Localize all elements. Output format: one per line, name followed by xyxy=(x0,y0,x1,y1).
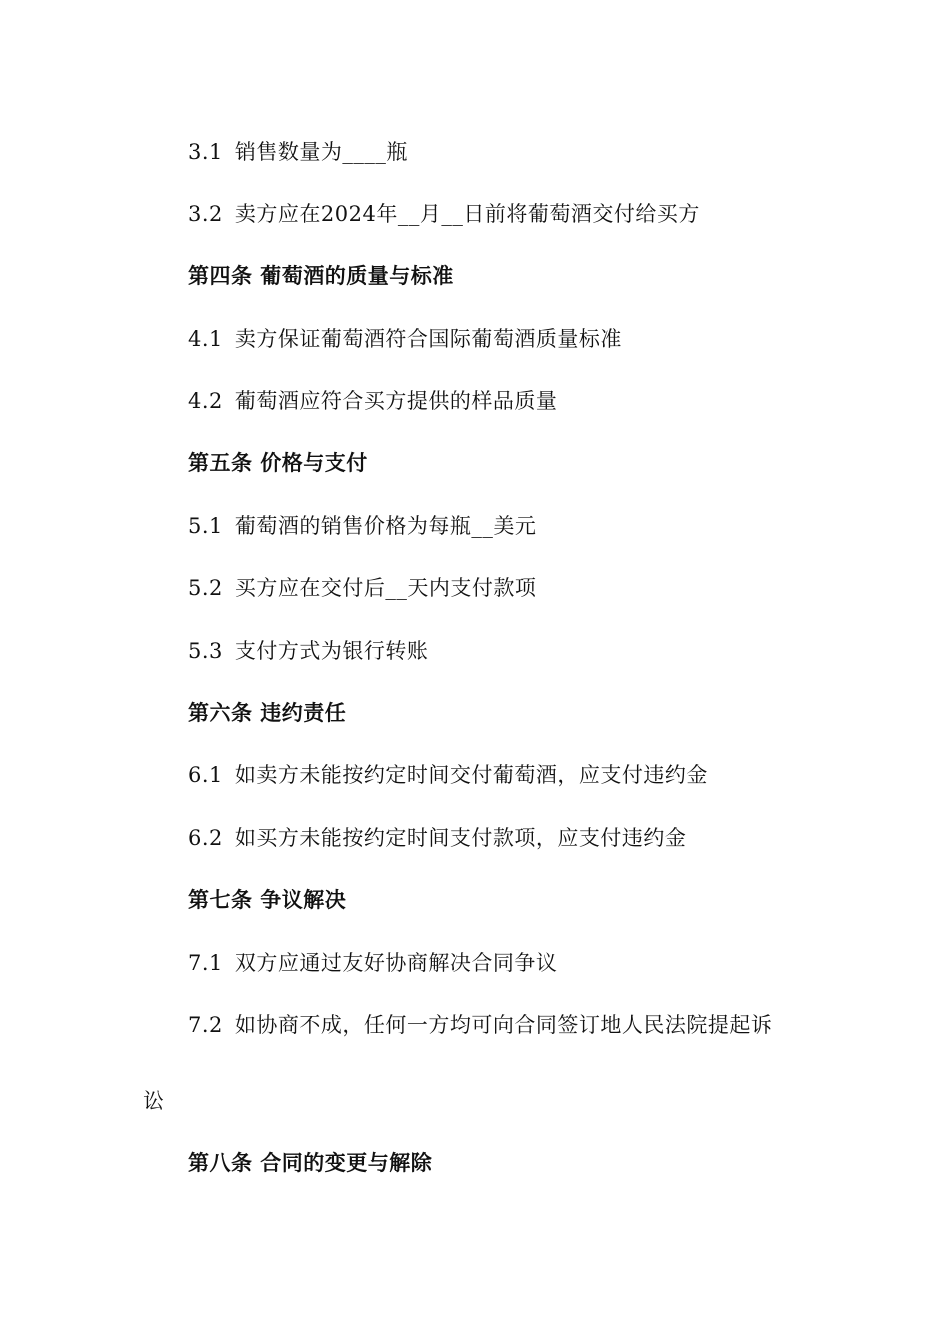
clause-4-1 xyxy=(188,325,622,353)
clause-number: 7.1 xyxy=(188,951,223,975)
article-4-heading: 第四条 葡萄酒的质量与标准 xyxy=(188,263,454,288)
clause-6-1 xyxy=(188,761,708,789)
clause-5-3 xyxy=(188,637,428,665)
article-6-heading: 第六条 违约责任 xyxy=(188,700,347,725)
clause-number: 4.2 xyxy=(188,389,223,413)
clause-text: 如买方未能按约定时间支付款项，应支付违约金 xyxy=(234,826,687,850)
clause-text: 卖方保证葡萄酒符合国际葡萄酒质量标准 xyxy=(234,327,622,351)
clause-number: 3.2 xyxy=(188,202,223,226)
clause-5-2 xyxy=(188,574,536,602)
clause-text: 支付方式为银行转账 xyxy=(234,639,429,663)
clause-number: 6.1 xyxy=(188,763,223,787)
clause-4-2 xyxy=(188,387,557,415)
clause-text: 销售数量为____瓶 xyxy=(234,140,408,164)
clause-5-1 xyxy=(188,512,536,540)
clause-number: 5.3 xyxy=(188,639,223,663)
clause-text: 买方应在交付后__天内支付款项 xyxy=(234,576,537,600)
clause-number: 5.1 xyxy=(188,514,223,538)
clause-text: 卖方应在2024年__月__日前将葡萄酒交付给买方 xyxy=(234,202,700,226)
clause-text: 如卖方未能按约定时间交付葡萄酒，应支付违约金 xyxy=(234,763,708,787)
clause-text: 葡萄酒的销售价格为每瓶__美元 xyxy=(234,514,537,538)
clause-7-1 xyxy=(188,949,557,977)
clause-7-2-continuation: 讼 xyxy=(143,1089,165,1113)
clause-3-1 xyxy=(188,138,408,166)
clause-number: 5.2 xyxy=(188,576,223,600)
article-7-heading: 第七条 争议解决 xyxy=(188,887,347,912)
clause-6-2 xyxy=(188,824,686,852)
article-8-heading: 第八条 合同的变更与解除 xyxy=(188,1150,433,1175)
article-5-heading: 第五条 价格与支付 xyxy=(188,450,368,475)
clause-text: 如协商不成，任何一方均可向合同签订地人民法院提起诉 xyxy=(234,1013,773,1037)
clause-7-2 xyxy=(188,1011,772,1039)
clause-text: 双方应通过友好协商解决合同争议 xyxy=(234,951,558,975)
clause-number: 7.2 xyxy=(188,1013,223,1037)
clause-number: 3.1 xyxy=(188,140,223,164)
clause-number: 6.2 xyxy=(188,826,223,850)
clause-3-2 xyxy=(188,200,700,228)
clause-number: 4.1 xyxy=(188,327,223,351)
clause-text: 葡萄酒应符合买方提供的样品质量 xyxy=(234,389,558,413)
